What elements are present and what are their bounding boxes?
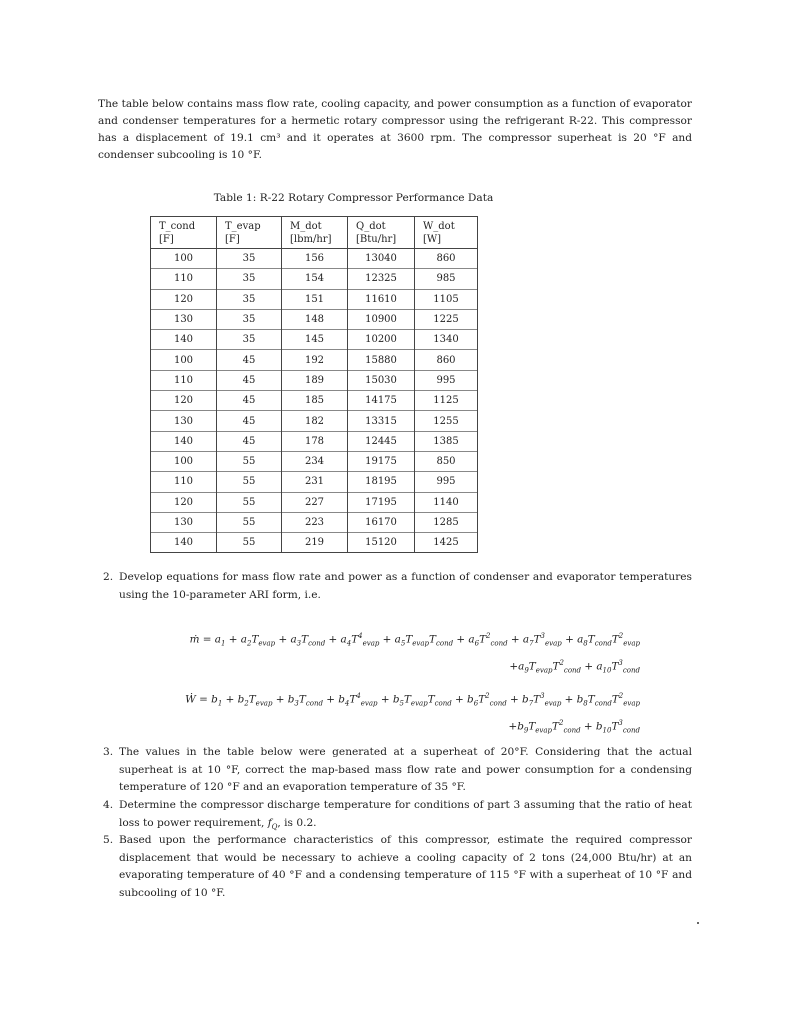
table-cell: 13315 — [348, 411, 415, 431]
power-equation — [185, 687, 640, 740]
table-cell: 154 — [282, 269, 348, 289]
performance-table — [150, 216, 478, 553]
table-cell: 1285 — [415, 512, 478, 532]
table-cell: 10200 — [348, 330, 415, 350]
table-cell: 15120 — [348, 533, 415, 553]
table-cell: 35 — [217, 309, 282, 329]
table-row — [151, 451, 478, 471]
table-cell: 16170 — [348, 512, 415, 532]
table-cell: 985 — [415, 269, 478, 289]
item-text: Based upon the performance characteristics of this compressor, estimate the required compressor displacement that would be necessary to achieve a cooling capacity of 2 tons (24,000 Btu/hr) at an evaporating temperature of 40 °F and a condensing temperature of 115 °F with a superheat of 10 °F and subcooling of 10 °F. — [119, 834, 692, 899]
table-cell: 15030 — [348, 370, 415, 390]
table-cell: 35 — [217, 269, 282, 289]
table-cell: 45 — [217, 411, 282, 431]
table-cell: 140 — [151, 431, 217, 451]
table-cell: 110 — [151, 370, 217, 390]
table-cell: 145 — [282, 330, 348, 350]
table-cell: 1140 — [415, 492, 478, 512]
table-cell: 1425 — [415, 533, 478, 553]
table-row — [151, 391, 478, 411]
table-cell: 55 — [217, 492, 282, 512]
table-cell: 219 — [282, 533, 348, 553]
item-number: 4. — [103, 799, 114, 811]
table-cell: 17195 — [348, 492, 415, 512]
table-cell: 995 — [415, 370, 478, 390]
table-cell: 55 — [217, 533, 282, 553]
table-cell: 19175 — [348, 451, 415, 471]
table-cell: 151 — [282, 289, 348, 309]
table-cell: 860 — [415, 249, 478, 269]
table-cell: 120 — [151, 289, 217, 309]
item-number: 3. — [103, 746, 114, 758]
table-cell: 140 — [151, 533, 217, 553]
stray-mark — [697, 922, 699, 924]
table-cell: 45 — [217, 350, 282, 370]
table-cell: 130 — [151, 411, 217, 431]
equation-line: Ẇ = $b_1 + b_2T_{evap} + b_3T_{cond} + b_4T^4_{evap} + b_5T_{evap}T_{cond} + b_6T^2_{cond} + b_7T^3_{evap} + b_8T_{cond}T^2_{evap}$ — [185, 692, 640, 708]
table-cell: 156 — [282, 249, 348, 269]
item-number: 5. — [103, 834, 114, 846]
table-cell: 1225 — [415, 309, 478, 329]
table-cell: 182 — [282, 411, 348, 431]
table-row — [151, 370, 478, 390]
table-cell: 1340 — [415, 330, 478, 350]
table-cell: 130 — [151, 512, 217, 532]
question-3 — [103, 744, 692, 797]
table-row — [151, 269, 478, 289]
table-cell: 55 — [217, 512, 282, 532]
table-cell: 850 — [415, 451, 478, 471]
table-cell: 231 — [282, 472, 348, 492]
table-cell: 12445 — [348, 431, 415, 451]
table-cell: 227 — [282, 492, 348, 512]
table-row — [151, 472, 478, 492]
item-text: The values in the table below were generated at a superheat of 20°F. Considering that the actual superheat is at 10 °F, correct the map-based mass flow rate and power consumption for a condensing temperature of 120 °F and an evaporation temperature of 35 °F. — [119, 746, 692, 793]
equation-line: $+a_9T_{evap}T^2_{cond} + a_{10}T^3_{cond}$ — [509, 658, 640, 675]
table-row — [151, 431, 478, 451]
table-cell: 120 — [151, 492, 217, 512]
table-cell: 140 — [151, 330, 217, 350]
table-cell: 12325 — [348, 269, 415, 289]
table-cell: 35 — [217, 289, 282, 309]
table-cell: 995 — [415, 472, 478, 492]
table-cell: 11610 — [348, 289, 415, 309]
table-row — [151, 289, 478, 309]
header-m-dot: M_dot [lbm/hr] — [282, 217, 348, 249]
header-t-cond: T_cond [F] — [151, 217, 217, 249]
table-cell: 45 — [217, 391, 282, 411]
table-cell: 148 — [282, 309, 348, 329]
table-caption: Table 1: R-22 Rotary Compressor Performance Data — [213, 192, 494, 204]
table-cell: 860 — [415, 350, 478, 370]
table-row — [151, 533, 478, 553]
table-cell: 110 — [151, 472, 217, 492]
table-cell: 185 — [282, 391, 348, 411]
table-cell: 192 — [282, 350, 348, 370]
table-header-row — [151, 217, 478, 249]
table-cell: 45 — [217, 431, 282, 451]
table-row — [151, 492, 478, 512]
table-cell: 10900 — [348, 309, 415, 329]
table-row — [151, 411, 478, 431]
table-cell: 100 — [151, 451, 217, 471]
table-cell: 15880 — [348, 350, 415, 370]
table-row — [151, 512, 478, 532]
table-row — [151, 330, 478, 350]
mass-flow-equation — [190, 627, 640, 680]
table-cell: 110 — [151, 269, 217, 289]
table-cell: 178 — [282, 431, 348, 451]
table-cell: 1255 — [415, 411, 478, 431]
intro-paragraph: The table below contains mass flow rate, cooling capacity, and power consumption as a function of evaporator and condenser temperatures for a hermetic rotary compressor using the refrigerant R-22. This compressor has a displacement of 19.1 cm³ and it operates at 3600 rpm. The compressor superheat is 20 °F and condenser subcooling is 10 °F. — [98, 98, 692, 161]
table-cell: 14175 — [348, 391, 415, 411]
item-number: 2. — [103, 571, 114, 583]
table-row — [151, 249, 478, 269]
table-cell: 13040 — [348, 249, 415, 269]
table-cell: 45 — [217, 370, 282, 390]
table-cell: 100 — [151, 249, 217, 269]
table-cell: 35 — [217, 249, 282, 269]
table-cell: 1105 — [415, 289, 478, 309]
table-cell: 189 — [282, 370, 348, 390]
equation-line: $+b_9T_{evap}T^2_{cond} + b_{10}T^3_{cond}$ — [508, 718, 640, 735]
table-cell: 18195 — [348, 472, 415, 492]
table-cell: 130 — [151, 309, 217, 329]
table-cell: 100 — [151, 350, 217, 370]
equation-line: ṁ = $a_1 + a_2T_{evap} + a_3T_{cond} + a_4T^4_{evap} + a_5T_{evap}T_{cond} + a_6T^2_{cond} + a_7T^3_{evap} + a_8T_{cond}T^2_{evap}$ — [189, 632, 640, 648]
question-5 — [103, 832, 692, 902]
question-2 — [103, 569, 692, 604]
table-cell: 55 — [217, 451, 282, 471]
table-row — [151, 309, 478, 329]
header-q-dot: Q_dot [Btu/hr] — [348, 217, 415, 249]
table-cell: 1125 — [415, 391, 478, 411]
table-cell: 1385 — [415, 431, 478, 451]
table-cell: 120 — [151, 391, 217, 411]
question-4 — [103, 797, 692, 836]
table-cell: 35 — [217, 330, 282, 350]
table-cell: 55 — [217, 472, 282, 492]
item-text: Determine the compressor discharge temperature for conditions of part 3 assuming that the ratio of heat loss to power requirement, $f_Q$, is 0.2. — [119, 799, 692, 831]
table-cell: 223 — [282, 512, 348, 532]
header-t-evap: T_evap [F] — [217, 217, 282, 249]
table-cell: 234 — [282, 451, 348, 471]
table-row — [151, 350, 478, 370]
header-w-dot: W_dot [W] — [415, 217, 478, 249]
item-text: Develop equations for mass flow rate and power as a function of condenser and evaporator temperatures using the 10-parameter ARI form, i.e. — [119, 571, 692, 601]
